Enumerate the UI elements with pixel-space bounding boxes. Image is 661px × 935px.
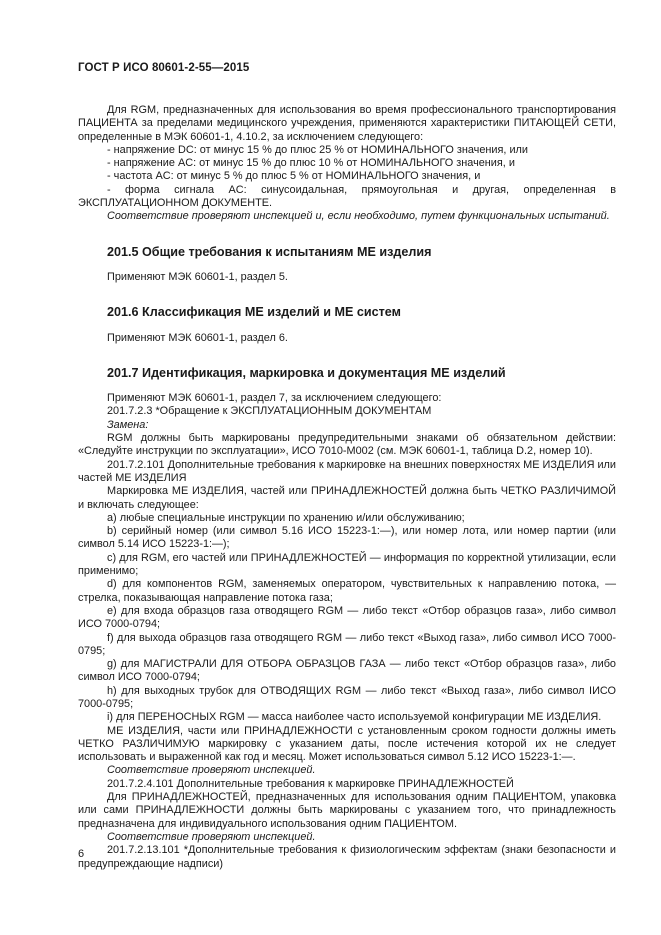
list-item: b) серийный номер (или символ 5.16 ИСО 15223-1:—), или номер лота, или номер партии (или символ 5.14 ИСО 15223-1:—); — [78, 525, 616, 551]
compliance-note: Соответствие проверяют инспекцией. — [107, 830, 316, 843]
list-item: f) для выхода образцов газа отводящего RGM — либо текст «Выход газа», либо символ ИСО 7000-0795; — [78, 631, 616, 657]
replacement-label: Замена: — [107, 418, 149, 431]
list-item: a) любые специальные инструкции по хранению и/или обслуживанию; — [107, 511, 465, 524]
section-heading-201-6: 201.6 Классификация ME изделий и ME систем — [107, 305, 401, 320]
list-item: e) для входа образцов газа отводящего RGM — либо текст «Отбор образцов газа», либо символ ИСО 7000-0794; — [78, 604, 616, 631]
subsection-title: 201.7.2.13.101 *Дополнительные требования к физиологическим эффектам (знаки безопасности и предупреждающие надписи) — [78, 844, 616, 870]
compliance-note: Соответствие проверяют инспекцией. — [107, 764, 316, 777]
intro-list-item: - форма сигнала AC: синусоидальная, прямоугольная и другая, определенная в ЭКСПЛУАТАЦИОННОМ ДОКУМЕНТЕ. — [78, 183, 616, 210]
intro-list-item: - напряжение DC: от минус 15 % до плюс 25 % от НОМИНАЛЬНОГО значения, или — [107, 143, 528, 156]
list-item: g) для МАГИСТРАЛИ ДЛЯ ОТБОРА ОБРАЗЦОВ ГАЗА — либо текст «Отбор образцов газа», либо символ ИСО 7000-0794; — [78, 658, 616, 684]
section-heading-201-7: 201.7 Идентификация, маркировка и документация ME изделий — [107, 365, 506, 380]
section-heading-201-5: 201.5 Общие требования к испытаниям ME изделия — [107, 244, 432, 259]
list-item: d) для компонентов RGM, заменяемых оператором, чувствительных к направлению потока, — стрелка, показывающая направление потока газа; — [78, 578, 616, 604]
paragraph: ME ИЗДЕЛИЯ, части или ПРИНАДЛЕЖНОСТИ с установленным сроком годности должны иметь ЧЕТКО РАЗЛИЧИМУЮ маркировку с указанием даты, после истечения которой их не следует использовать и выраженной как год и месяц. Может использоваться символ 5.12 ИСО 15223-1:—. — [78, 724, 616, 764]
paragraph: Маркировка ME ИЗДЕЛИЯ, частей или ПРИНАДЛЕЖНОСТЕЙ должна быть ЧЕТКО РАЗЛИЧИМОЙ и включать следующее: — [78, 485, 616, 511]
paragraph: RGM должны быть маркированы предупредительными знаками об обязательном действии: «Следуйте инструкции по эксплуатации», ИСО 7010-M002 (см. МЭК 60601-1, таблица D.2, номер 10). — [78, 432, 616, 458]
document-header: ГОСТ Р ИСО 80601-2-55—2015 — [78, 62, 250, 74]
section-text: Применяют МЭК 60601-1, раздел 5. — [107, 270, 288, 283]
section-text: Применяют МЭК 60601-1, раздел 7, за исключением следующего: — [107, 392, 442, 405]
intro-list-item: - частота AC: от минус 5 % до плюс 5 % от НОМИНАЛЬНОГО значения, и — [107, 170, 481, 183]
page-number: 6 — [78, 848, 85, 860]
list-item: i) для ПЕРЕНОСНЫХ RGM — масса наиболее часто используемой конфигурации ME ИЗДЕЛИЯ. — [107, 711, 602, 724]
compliance-note: Соответствие проверяют инспекцией и, если необходимо, путем функциональных испытаний. — [107, 210, 610, 223]
subsection-title: 201.7.2.101 Дополнительные требования к маркировке на внешних поверхностях ME ИЗДЕЛИЯ или частей ME ИЗДЕЛИЯ — [78, 458, 616, 484]
intro-paragraph: Для RGM, предназначенных для использования во время профессионального транспортирования ПАЦИЕНТА за пределами медицинского учреждения, применяются характеристики ПИТАЮЩЕЙ СЕТИ, определенные в МЭК 60601-1, 4.10.2, за исключением следующего: — [78, 104, 616, 143]
section-text: Применяют МЭК 60601-1, раздел 6. — [107, 331, 288, 344]
page-body — [78, 104, 616, 871]
list-item: c) для RGM, его частей или ПРИНАДЛЕЖНОСТЕЙ — информация по корректной утилизации, если применимо; — [78, 551, 616, 578]
list-item: h) для выходных трубок для ОТВОДЯЩИХ RGM — либо текст «Выход газа», либо символ IИСО 7000-0795; — [78, 684, 616, 710]
subsection-title: 201.7.2.4.101 Дополнительные требования к маркировке ПРИНАДЛЕЖНОСТЕЙ — [107, 777, 514, 790]
subsection-title: 201.7.2.3 *Обращение к ЭКСПЛУАТАЦИОННЫМ ДОКУМЕНТАМ — [107, 405, 432, 418]
intro-list-item: - напряжение AC: от минус 15 % до плюс 10 % от НОМИНАЛЬНОГО значения, и — [107, 157, 515, 170]
paragraph: Для ПРИНАДЛЕЖНОСТЕЙ, предназначенных для использования одним ПАЦИЕНТОМ, упаковка или сами ПРИНАДЛЕЖНОСТИ должны быть маркированы с указанием того, что принадлежность предназначена для индивидуального использования одним ПАЦИЕНТОМ. — [78, 791, 616, 830]
